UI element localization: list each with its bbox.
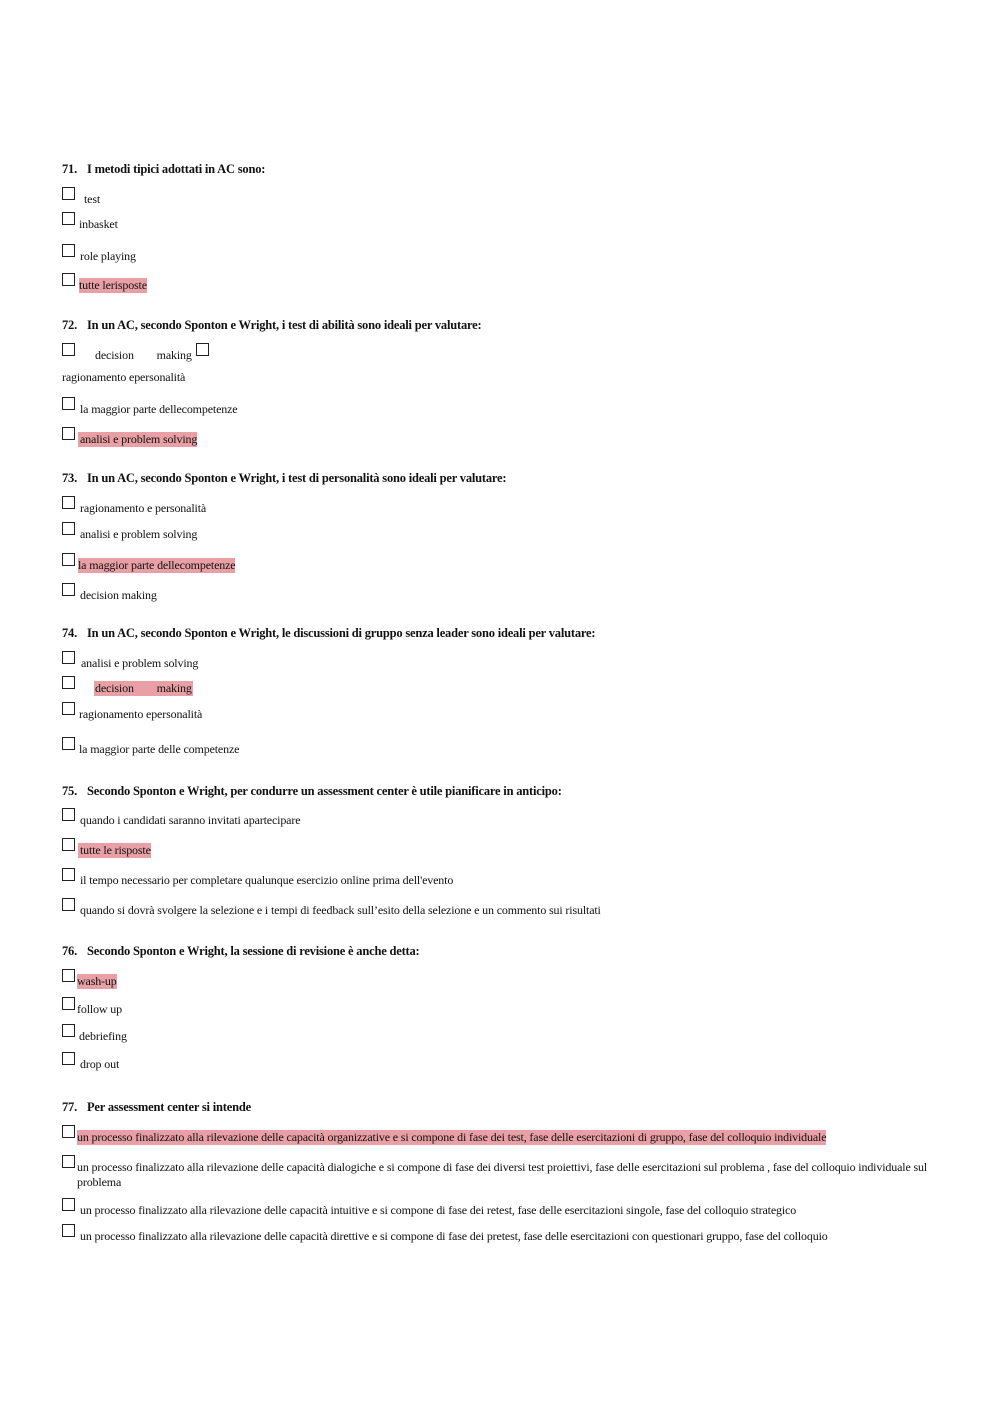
checkbox[interactable] xyxy=(62,273,75,286)
checkbox[interactable] xyxy=(62,522,75,535)
checkbox[interactable] xyxy=(62,808,75,821)
checkbox[interactable] xyxy=(62,427,75,440)
correct-answer-highlight: tutte le risposte xyxy=(80,843,151,857)
correct-answer-highlight: tutte lerisposte xyxy=(79,278,147,292)
question-73: 73. In un AC, secondo Sponton e Wright, i test di personalità sono ideali per valutare: xyxy=(62,471,507,485)
checkbox[interactable] xyxy=(62,1224,75,1237)
correct-answer-highlight: un processo finalizzato alla rilevazione delle capacità organizzative e si compone di fase dei test, fase delle esercitazioni di gruppo, fase del colloquio individuale xyxy=(77,1130,827,1144)
checkbox[interactable] xyxy=(62,969,75,982)
checkbox[interactable] xyxy=(62,1024,75,1037)
checkbox[interactable] xyxy=(62,343,75,356)
checkbox[interactable] xyxy=(62,838,75,851)
checkbox[interactable] xyxy=(62,676,75,689)
correct-answer-highlight: wash-up xyxy=(77,974,117,988)
checkbox[interactable] xyxy=(62,187,75,200)
checkbox[interactable] xyxy=(62,868,75,881)
correct-answer-highlight: la maggior parte dellecompetenze xyxy=(78,558,236,572)
question-71: 71. I metodi tipici adottati in AC sono: xyxy=(62,162,266,176)
checkbox[interactable] xyxy=(62,898,75,911)
checkbox[interactable] xyxy=(62,583,75,596)
checkbox[interactable] xyxy=(62,212,75,225)
checkbox[interactable] xyxy=(62,244,75,257)
checkbox[interactable] xyxy=(62,737,75,750)
checkbox[interactable] xyxy=(62,1052,75,1065)
question-72: 72. In un AC, secondo Sponton e Wright, i test di abilità sono ideali per valutare: xyxy=(62,318,482,332)
checkbox[interactable] xyxy=(62,997,75,1010)
checkbox[interactable] xyxy=(62,1155,75,1168)
question-74: 74. In un AC, secondo Sponton e Wright, le discussioni di gruppo senza leader sono ideali per valutare: xyxy=(62,626,596,640)
checkbox[interactable] xyxy=(62,1125,75,1138)
checkbox[interactable] xyxy=(62,702,75,715)
correct-answer-highlight: decision making xyxy=(95,681,192,695)
checkbox[interactable] xyxy=(62,553,75,566)
checkbox[interactable] xyxy=(62,1198,75,1211)
correct-answer-highlight: analisi e problem solving xyxy=(80,432,198,446)
question-77: 77. Per assessment center si intende xyxy=(62,1100,251,1114)
question-75: 75. Secondo Sponton e Wright, per condurre un assessment center è utile pianificare in anticipo: xyxy=(62,784,562,798)
checkbox[interactable] xyxy=(62,651,75,664)
question-76: 76. Secondo Sponton e Wright, la sessione di revisione è anche detta: xyxy=(62,944,420,958)
checkbox[interactable] xyxy=(62,397,75,410)
checkbox[interactable] xyxy=(62,496,75,509)
checkbox[interactable] xyxy=(196,343,209,356)
document-page: 71. I metodi tipici adottati in AC sono: test inbasket role playing tutte lerisposte 72. In un AC, secondo Sponton e Wright, i test di abilità sono ideali per valutare: decision making ragionamento epersonalità la maggior parte dellecompetenze analisi e problem solving 73. In un AC, secondo Sponton e Wright, i test di personalità sono ideali per valutare: ragionamento e personalità analisi e problem solving la maggior parte dellecompetenze decision making 74. In un AC, secondo Sponton e Wright, le discussioni di gruppo senza leader sono ideali per valutare: analisi e problem solving decision making ragionamento epersonalità la maggior parte delle competenze 75. Secondo Sponton e Wright, per condurre un assessment center è utile pianificare in anticipo: quando i candidati saranno invitati apartecipare tutte le risposte il tempo necessario per completare qualunque esercizio online prima dell'evento quando si dovrà svolgere la selezione e i tempi di feedback sull’esito della selezione e un commento sui risultati 76. Secondo Sponton e Wright, la sessione di revisione è anche detta: wash-up follow up debriefing drop out 77. Per assessment center si intende un processo finalizzato alla rilevazione delle capacità organizzative e si compone di fase dei test, fase delle esercitazioni di gruppo, fase del colloquio individuale un processo finalizzato alla rilevazione delle capacità dialogiche e si compone di fase dei diversi test proiettivi, fase delle esercitazioni sul problema , fase del colloquio individuale sul problema un processo finalizzato alla rilevazione delle capacità intuitive e si compone di fase dei retest, fase delle esercitazioni singole, fase del colloquio strategico un processo finalizzato alla rilevazione delle capacità direttive e si compone di fase dei pretest, fase delle esercitazioni con questionari gruppo, fase del colloquio xyxy=(62,162,928,1243)
